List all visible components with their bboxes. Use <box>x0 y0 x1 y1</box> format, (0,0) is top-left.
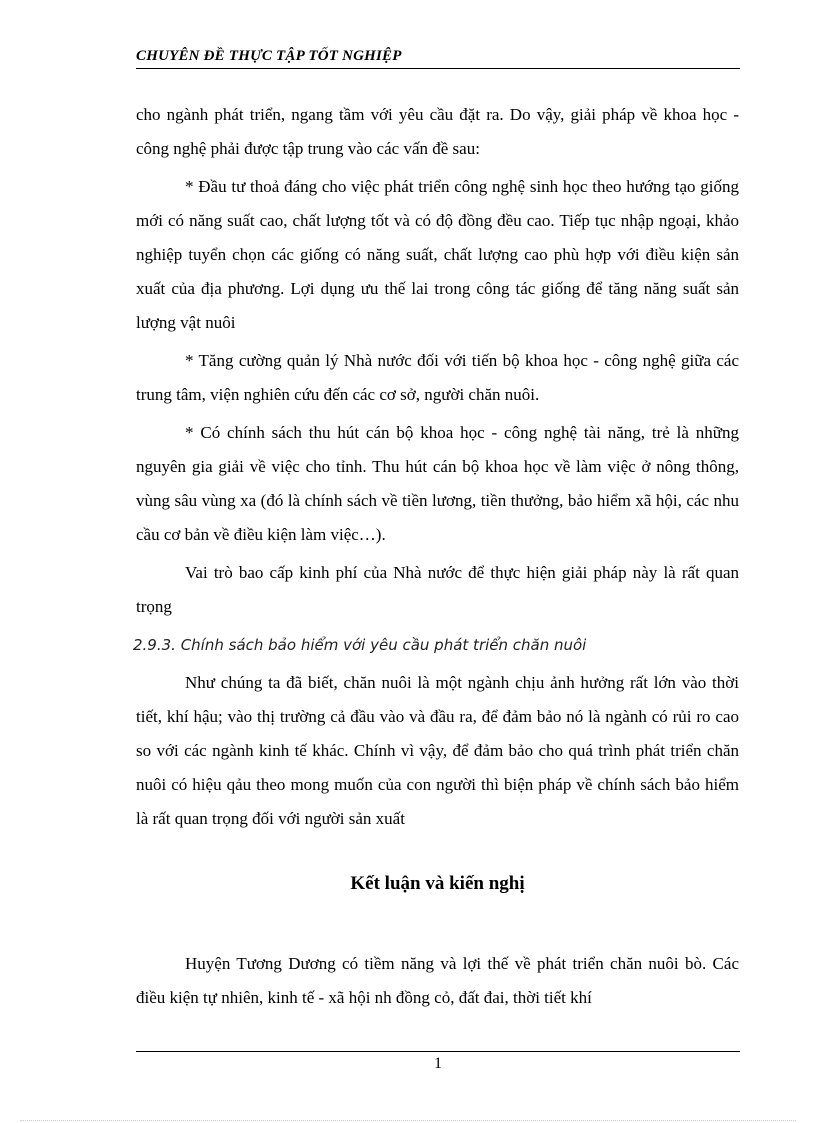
page-number: 1 <box>434 1055 442 1072</box>
paragraph-state-funding: Vai trò bao cấp kinh phí của Nhà nước để thực hiện giải pháp này là rất quan trọng <box>136 563 739 616</box>
chapter-heading: Kết luận và kiến nghị <box>350 873 525 894</box>
footer-rule <box>136 1051 740 1052</box>
body-text <box>133 98 739 836</box>
page-header-title: CHUYÊN ĐỀ THỰC TẬP TỐT NGHIỆP <box>136 48 402 64</box>
paragraph-insurance: Như chúng ta đã biết, chăn nuôi là một ngành chịu ảnh hưởng rất lớn vào thời tiết, khí hậu; vào thị trường cả đầu vào và đầu ra, để đảm bảo nó là ngành có rủi ro cao so với các ngành kinh tế khác. Chính vì vậy, để đảm bảo cho quá trình phát triển chăn nuôi có hiệu qảu theo mong muốn của con người thì biện pháp về chính sách bảo hiểm là rất quan trọng đối với người sản xuất <box>136 673 739 828</box>
paragraph-conclusion: Huyện Tương Dương có tiềm năng và lợi thế về phát triển chăn nuôi bò. Các điều kiện tự nhiên, kinh tế - xã hội nh đồng cỏ, đất đai, thời tiết khí <box>136 954 739 1007</box>
paragraph-talent-policy: * Có chính sách thu hút cán bộ khoa học - công nghệ tài năng, trẻ là những nguyên gia giải về việc cho tỉnh. Thu hút cán bộ khoa học về làm việc ở nông thông, vùng sâu vùng xa (đó là chính sách về tiền lương, tiền thưởng, bảo hiểm xã hội, các nhu cầu cơ bản về điều kiện làm việc…). <box>136 423 739 544</box>
paragraph-biotech: * Đầu tư thoả đáng cho việc phát triển công nghệ sinh học theo hướng tạo giống mới có năng suất cao, chất lượng tốt và có độ đồng đều cao. Tiếp tục nhập ngoại, khảo nghiệp tuyển chọn các giống có năng suất, chất lượng cao phù hợp với điều kiện sản xuất của địa phương. Lợi dụng ưu thế lai trong công tác giống để tăng năng suất sản lượng vật nuôi <box>136 177 739 332</box>
section-heading: 2.9.3. Chính sách bảo hiểm với yêu cầu phát triển chăn nuôi <box>133 636 587 654</box>
closing-text <box>136 947 739 1015</box>
paragraph-state-management: * Tăng cường quản lý Nhà nước đối với tiến bộ khoa học - công nghệ giữa các trung tâm, viện nghiên cứu đến các cơ sở, người chăn nuôi. <box>136 351 739 404</box>
paragraph-continuation: cho ngành phát triển, ngang tầm với yêu cầu đặt ra. Do vậy, giải pháp về khoa học - công nghệ phải được tập trung vào các vấn đề sau: <box>136 105 739 158</box>
header-rule <box>136 68 740 69</box>
page-bottom-border <box>20 1120 796 1121</box>
